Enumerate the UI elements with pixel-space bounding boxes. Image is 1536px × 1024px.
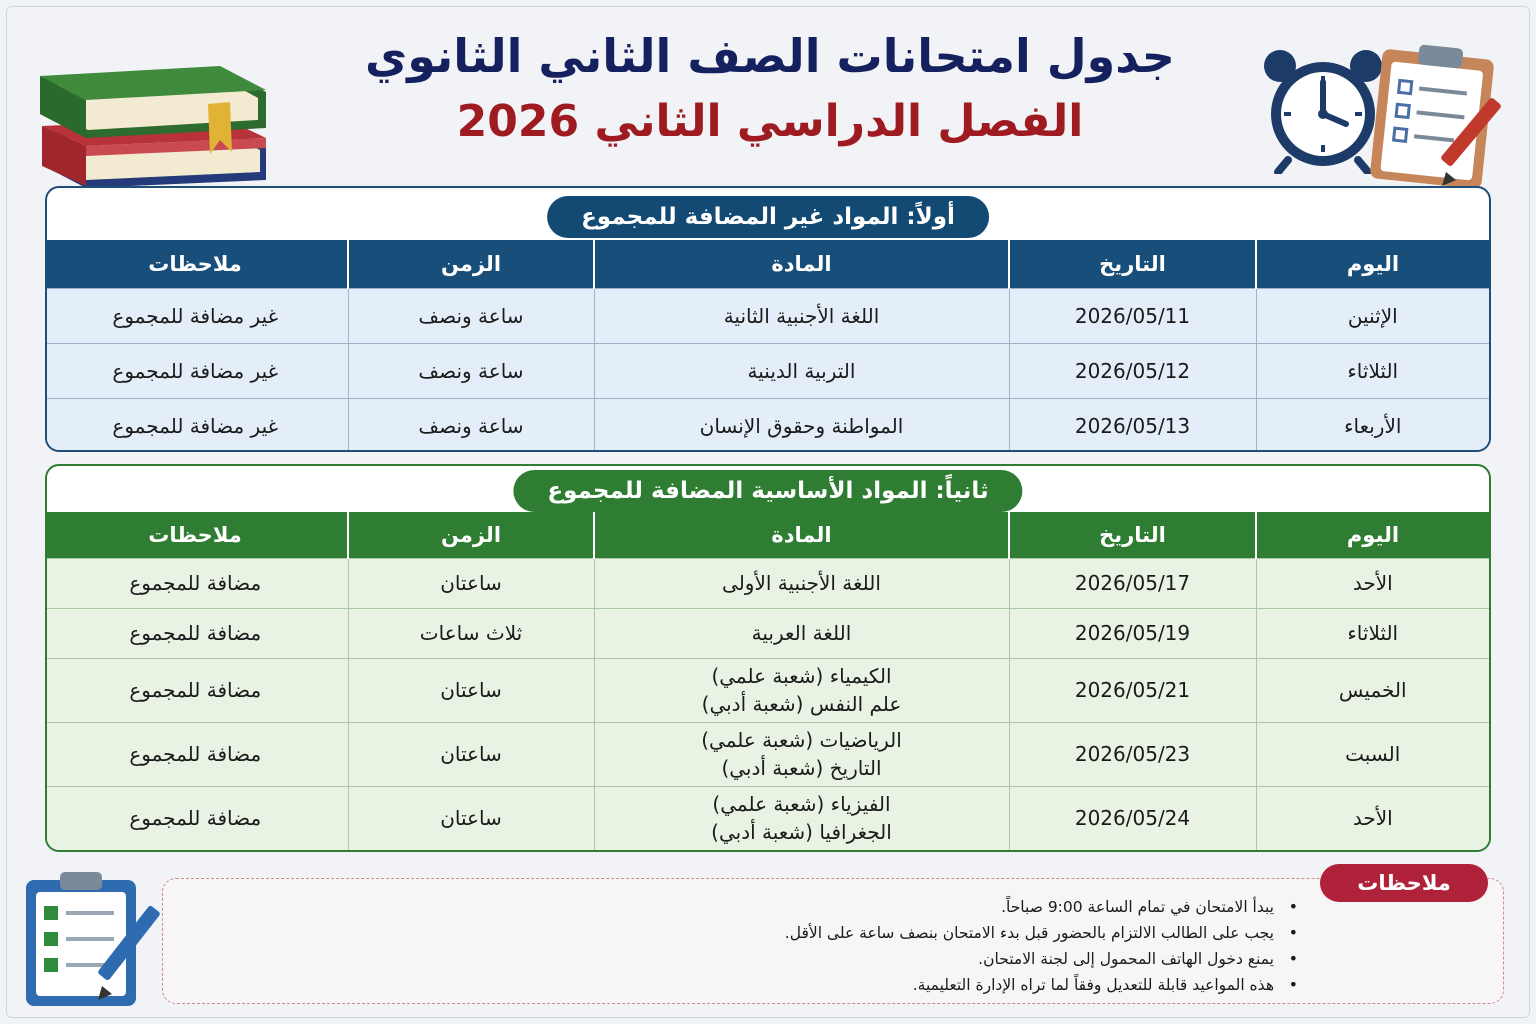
section-title: أولاً: المواد غير المضافة للمجموع	[547, 196, 989, 238]
notes-title: ملاحظات	[1320, 864, 1488, 902]
duration-cell: ساعتان	[348, 786, 594, 850]
subject-line: الكيمياء (شعبة علمي)	[711, 664, 892, 688]
subject-cell	[594, 558, 1009, 608]
column-header-notes: ملاحظات	[45, 240, 348, 288]
table-row	[45, 398, 1489, 452]
column-header-subject: المادة	[594, 512, 1009, 558]
subject-line: الرياضيات (شعبة علمي)	[701, 728, 902, 752]
subject-cell: المواطنة وحقوق الإنسان	[594, 398, 1009, 452]
note-cell: غير مضافة للمجموع	[45, 398, 348, 452]
note-item: • يبدأ الامتحان في تمام الساعة 9:00 صباحاً.	[785, 894, 1304, 920]
subject-line: الفيزياء (شعبة علمي)	[712, 792, 891, 817]
table-row	[45, 658, 1489, 722]
date-cell: 2026/05/12	[1009, 343, 1256, 398]
note-cell: مضافة للمجموع	[45, 786, 348, 850]
column-header-day: اليوم	[1256, 240, 1489, 288]
date-cell: 2026/05/23	[1009, 722, 1256, 786]
page-title: جدول امتحانات الصف الثاني الثانوي	[365, 29, 1175, 83]
day-cell: الخميس	[1256, 658, 1489, 722]
section-non-added-subjects	[45, 186, 1491, 452]
subject-cell	[594, 786, 1009, 850]
exam-table	[45, 512, 1489, 850]
table-row	[45, 558, 1489, 608]
day-cell: السبت	[1256, 722, 1489, 786]
duration-cell: ساعتان	[348, 558, 594, 608]
subject-line: التاريخ (شعبة أدبي)	[721, 756, 882, 780]
note-cell: مضافة للمجموع	[45, 658, 348, 722]
column-header-date: التاريخ	[1009, 240, 1256, 288]
subject-cell	[594, 722, 1009, 786]
subject-cell	[594, 608, 1009, 658]
section-header	[47, 466, 1489, 512]
day-cell: الأحد	[1256, 558, 1489, 608]
date-cell: 2026/05/17	[1009, 558, 1256, 608]
page-subtitle: الفصل الدراسي الثاني 2026	[456, 96, 1084, 147]
day-cell: الثلاثاء	[1256, 608, 1489, 658]
duration-cell: ساعة ونصف	[348, 288, 594, 343]
column-header-date: التاريخ	[1009, 512, 1256, 558]
table-header-row	[45, 240, 1489, 288]
section-header	[47, 188, 1489, 240]
day-cell: الإثنين	[1256, 288, 1489, 343]
column-header-duration: الزمن	[348, 512, 594, 558]
section-title: ثانياً: المواد الأساسية المضافة للمجموع	[513, 470, 1022, 512]
note-item: • يمنع دخول الهاتف المحمول إلى لجنة الامتحان.	[785, 946, 1304, 972]
note-cell: غير مضافة للمجموع	[45, 343, 348, 398]
note-cell: مضافة للمجموع	[45, 608, 348, 658]
notes-list	[785, 894, 1304, 998]
day-cell: الأربعاء	[1256, 398, 1489, 452]
column-header-duration: الزمن	[348, 240, 594, 288]
duration-cell: ساعة ونصف	[348, 343, 594, 398]
day-cell: الأحد	[1256, 786, 1489, 850]
subject-line: اللغة العربية	[751, 621, 852, 645]
duration-cell: ساعة ونصف	[348, 398, 594, 452]
note-item: • هذه المواعيد قابلة للتعديل وفقاً لما تراه الإدارة التعليمية.	[785, 972, 1304, 998]
table-header-row	[45, 512, 1489, 558]
table-row	[45, 722, 1489, 786]
clipboard-checklist-icon	[1360, 40, 1510, 190]
subject-line: الجغرافيا (شعبة أدبي)	[711, 820, 892, 845]
books-icon	[34, 40, 274, 190]
date-cell: 2026/05/21	[1009, 658, 1256, 722]
note-cell: غير مضافة للمجموع	[45, 288, 348, 343]
subject-cell: التربية الدينية	[594, 343, 1009, 398]
section-added-subjects	[45, 464, 1491, 852]
duration-cell: ساعتان	[348, 658, 594, 722]
column-header-subject: المادة	[594, 240, 1009, 288]
duration-cell: ساعتان	[348, 722, 594, 786]
clipboard-checklist-icon	[18, 870, 178, 1010]
date-cell: 2026/05/24	[1009, 786, 1256, 850]
note-cell: مضافة للمجموع	[45, 558, 348, 608]
table-row	[45, 288, 1489, 343]
column-header-notes: ملاحظات	[45, 512, 348, 558]
subject-cell: اللغة الأجنبية الثانية	[594, 288, 1009, 343]
table-row	[45, 343, 1489, 398]
note-item: • يجب على الطالب الالتزام بالحضور قبل بدء الامتحان بنصف ساعة على الأقل.	[785, 920, 1304, 946]
table-row	[45, 608, 1489, 658]
exam-table	[45, 240, 1489, 452]
date-cell: 2026/05/13	[1009, 398, 1256, 452]
duration-cell: ثلاث ساعات	[348, 608, 594, 658]
date-cell: 2026/05/19	[1009, 608, 1256, 658]
table-row	[45, 786, 1489, 850]
note-cell: مضافة للمجموع	[45, 722, 348, 786]
column-header-day: اليوم	[1256, 512, 1489, 558]
date-cell: 2026/05/11	[1009, 288, 1256, 343]
subject-cell	[594, 658, 1009, 722]
day-cell: الثلاثاء	[1256, 343, 1489, 398]
subject-line: علم النفس (شعبة أدبي)	[701, 692, 902, 716]
subject-line: اللغة الأجنبية الأولى	[722, 571, 881, 595]
